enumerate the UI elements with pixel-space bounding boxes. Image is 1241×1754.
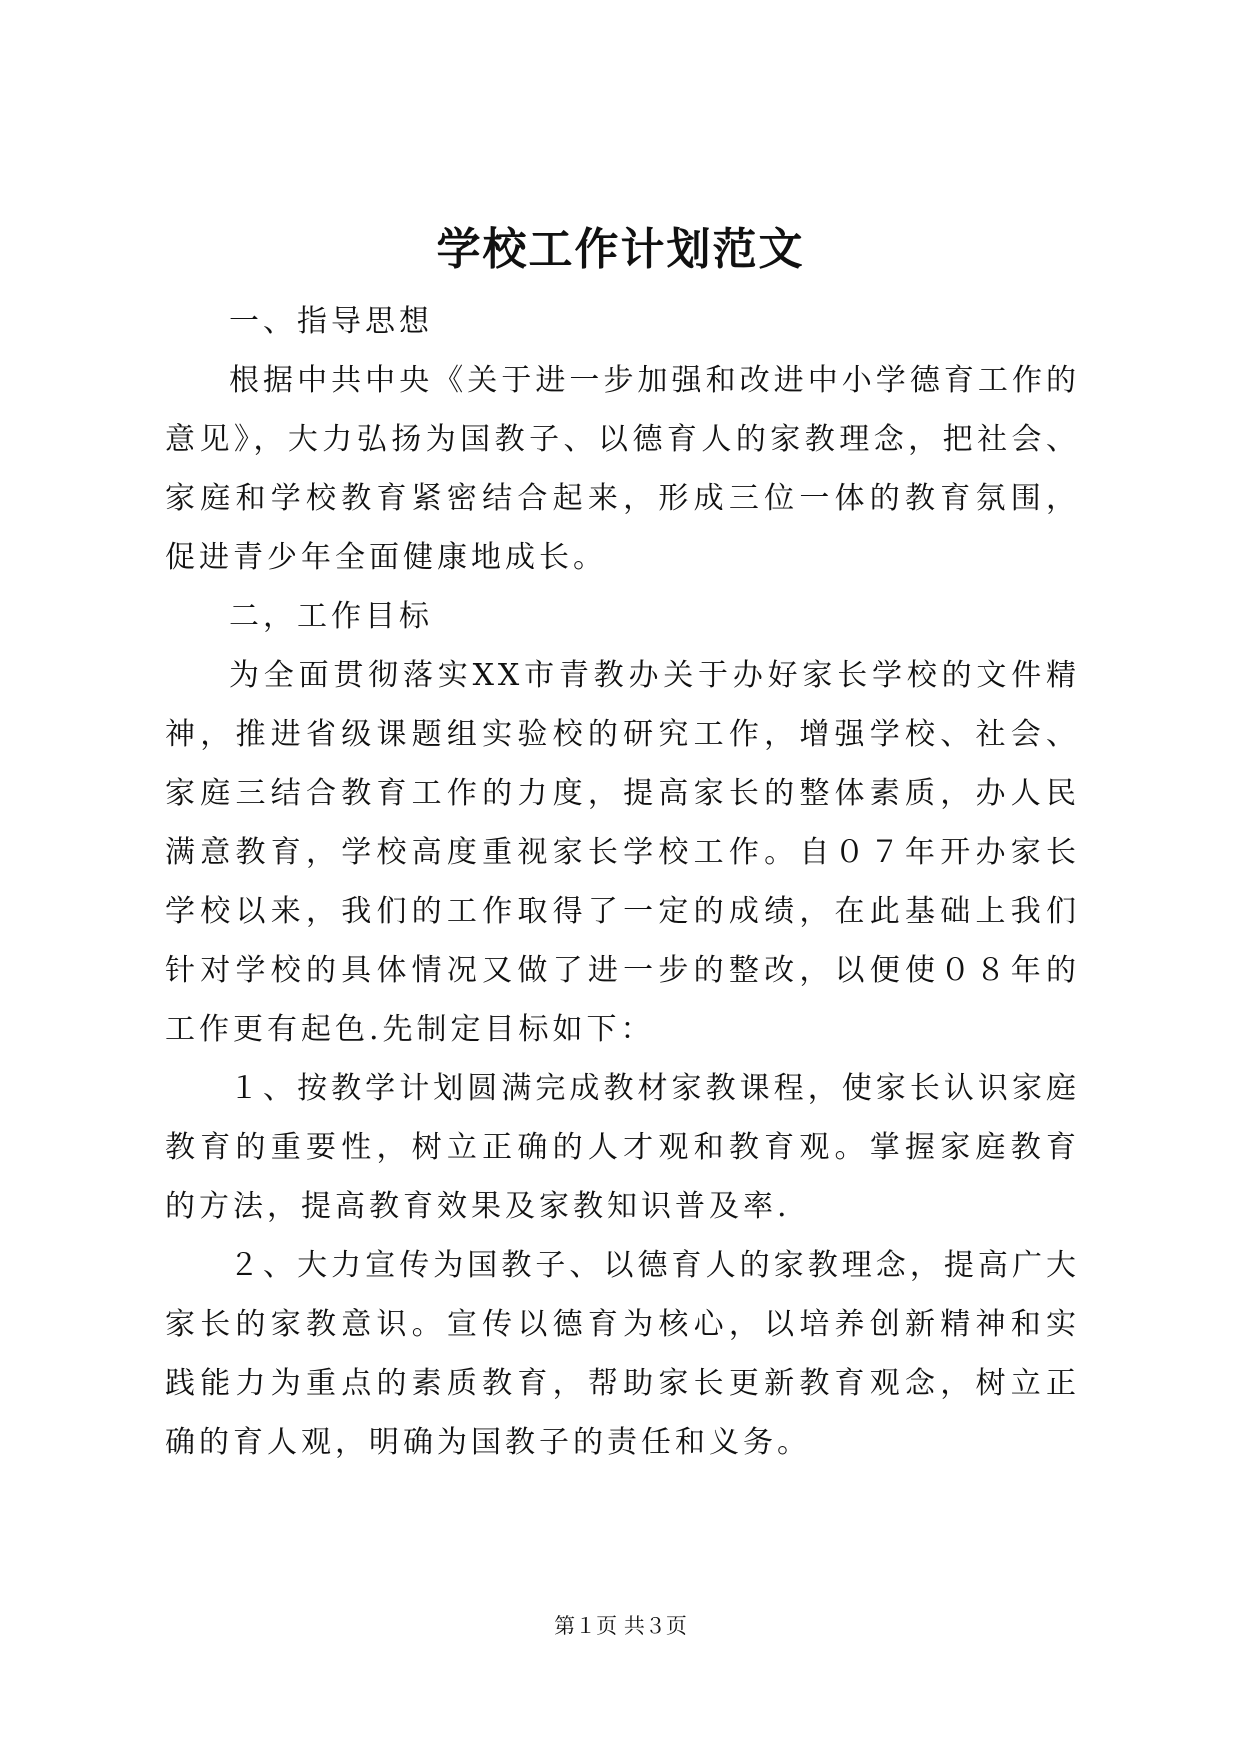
- document-body: [165, 292, 1080, 1472]
- paragraph-guiding-ideology: 根据中共中央《关于进一步加强和改进中小学德育工作的意见》，大力弘扬为国教子、以德育人的家教理念，把社会、家庭和学校教育紧密结合起来，形成三位一体的教育氛围，促进青少年全面健康地成长。: [165, 363, 1080, 575]
- page-number-footer: 第１页 共３页: [554, 1614, 687, 1638]
- paragraph-work-goals: 为全面贯彻落实XX市青教办关于办好家长学校的文件精神，推进省级课题组实验校的研究工作，增强学校、社会、家庭三结合教育工作的力度，提高家长的整体素质，办人民满意教育，学校高度重视家长学校工作。自０７年开办家长学校以来，我们的工作取得了一定的成绩，在此基础上我们针对学校的具体情况又做了进一步的整改，以便使０８年的工作更有起色.先制定目标如下：: [165, 658, 1080, 1047]
- section-heading-guiding-ideology: 一、指导思想: [229, 304, 433, 339]
- document-title: 学校工作计划范文: [436, 224, 805, 275]
- section-heading-work-goals: 二，工作目标: [229, 599, 433, 634]
- goal-item-2: ２、大力宣传为国教子、以德育人的家教理念，提高广大家长的家教意识。宣传以德育为核心，以培养创新精神和实践能力为重点的素质教育，帮助家长更新教育观念，树立正确的育人观，明确为国教子的责任和义务。: [165, 1248, 1080, 1460]
- goal-item-1: １、按教学计划圆满完成教材家教课程，使家长认识家庭教育的重要性，树立正确的人才观和教育观。掌握家庭教育的方法，提高教育效果及家教知识普及率.: [165, 1071, 1080, 1224]
